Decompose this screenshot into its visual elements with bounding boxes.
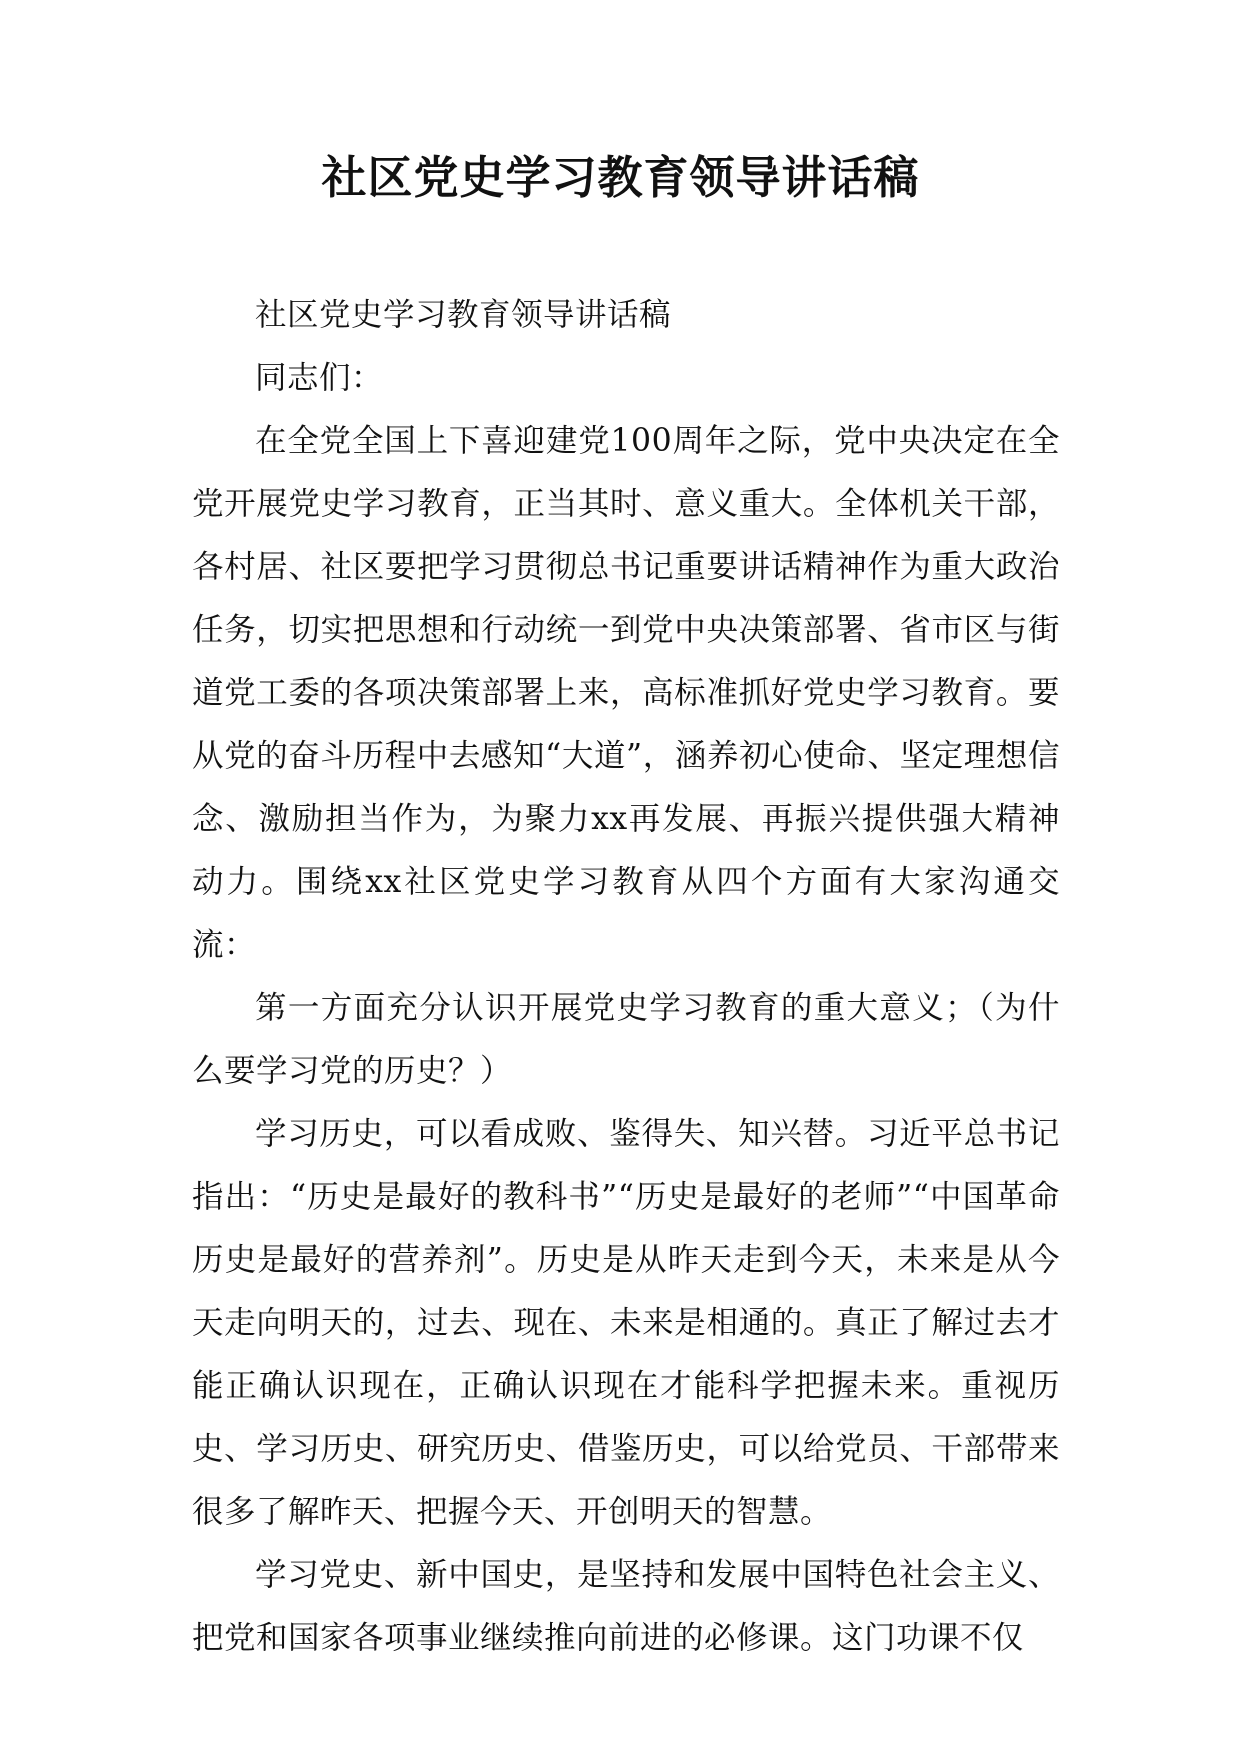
- document-body: [192, 284, 1060, 1670]
- document-title: 社区党史学习教育领导讲话稿: [321, 151, 920, 204]
- paragraph-required-course: 学习党史、新中国史，是坚持和发展中国特色社会主义、把党和国家各项事业继续推向前进的必修课。这门功课不仅: [192, 1557, 1060, 1656]
- paragraph-intro: 在全党全国上下喜迎建党100周年之际，党中央决定在全党开展党史学习教育，正当其时、意义重大。全体机关干部，各村居、社区要把学习贯彻总书记重要讲话精神作为重大政治任务，切实把思想和行动统一到党中央决策部署、省市区与街道党工委的各项决策部署上来，高标准抓好党史学习教育。要从党的奋斗历程中去感知“大道”，涵养初心使命、坚定理想信念、激励担当作为，为聚力xx再发展、再振兴提供强大精神动力。围绕xx社区党史学习教育从四个方面有大家沟通交流：: [192, 423, 1060, 963]
- paragraph-section-one-heading: 第一方面充分认识开展党史学习教育的重大意义；（为什么要学习党的历史？）: [192, 990, 1060, 1089]
- paragraph-history: 学习历史，可以看成败、鉴得失、知兴替。习近平总书记指出：“历史是最好的教科书”“历史是最好的老师”“中国革命历史是最好的营养剂”。历史是从昨天走到今天，未来是从今天走向明天的，过去、现在、未来是相通的。真正了解过去才能正确认识现在，正确认识现在才能科学把握未来。重视历史、学习历史、研究历史、借鉴历史，可以给党员、干部带来很多了解昨天、把握今天、开创明天的智慧。: [192, 1116, 1060, 1530]
- paragraph-salutation: 同志们：: [255, 360, 384, 396]
- paragraph-subtitle: 社区党史学习教育领导讲话稿: [255, 297, 672, 333]
